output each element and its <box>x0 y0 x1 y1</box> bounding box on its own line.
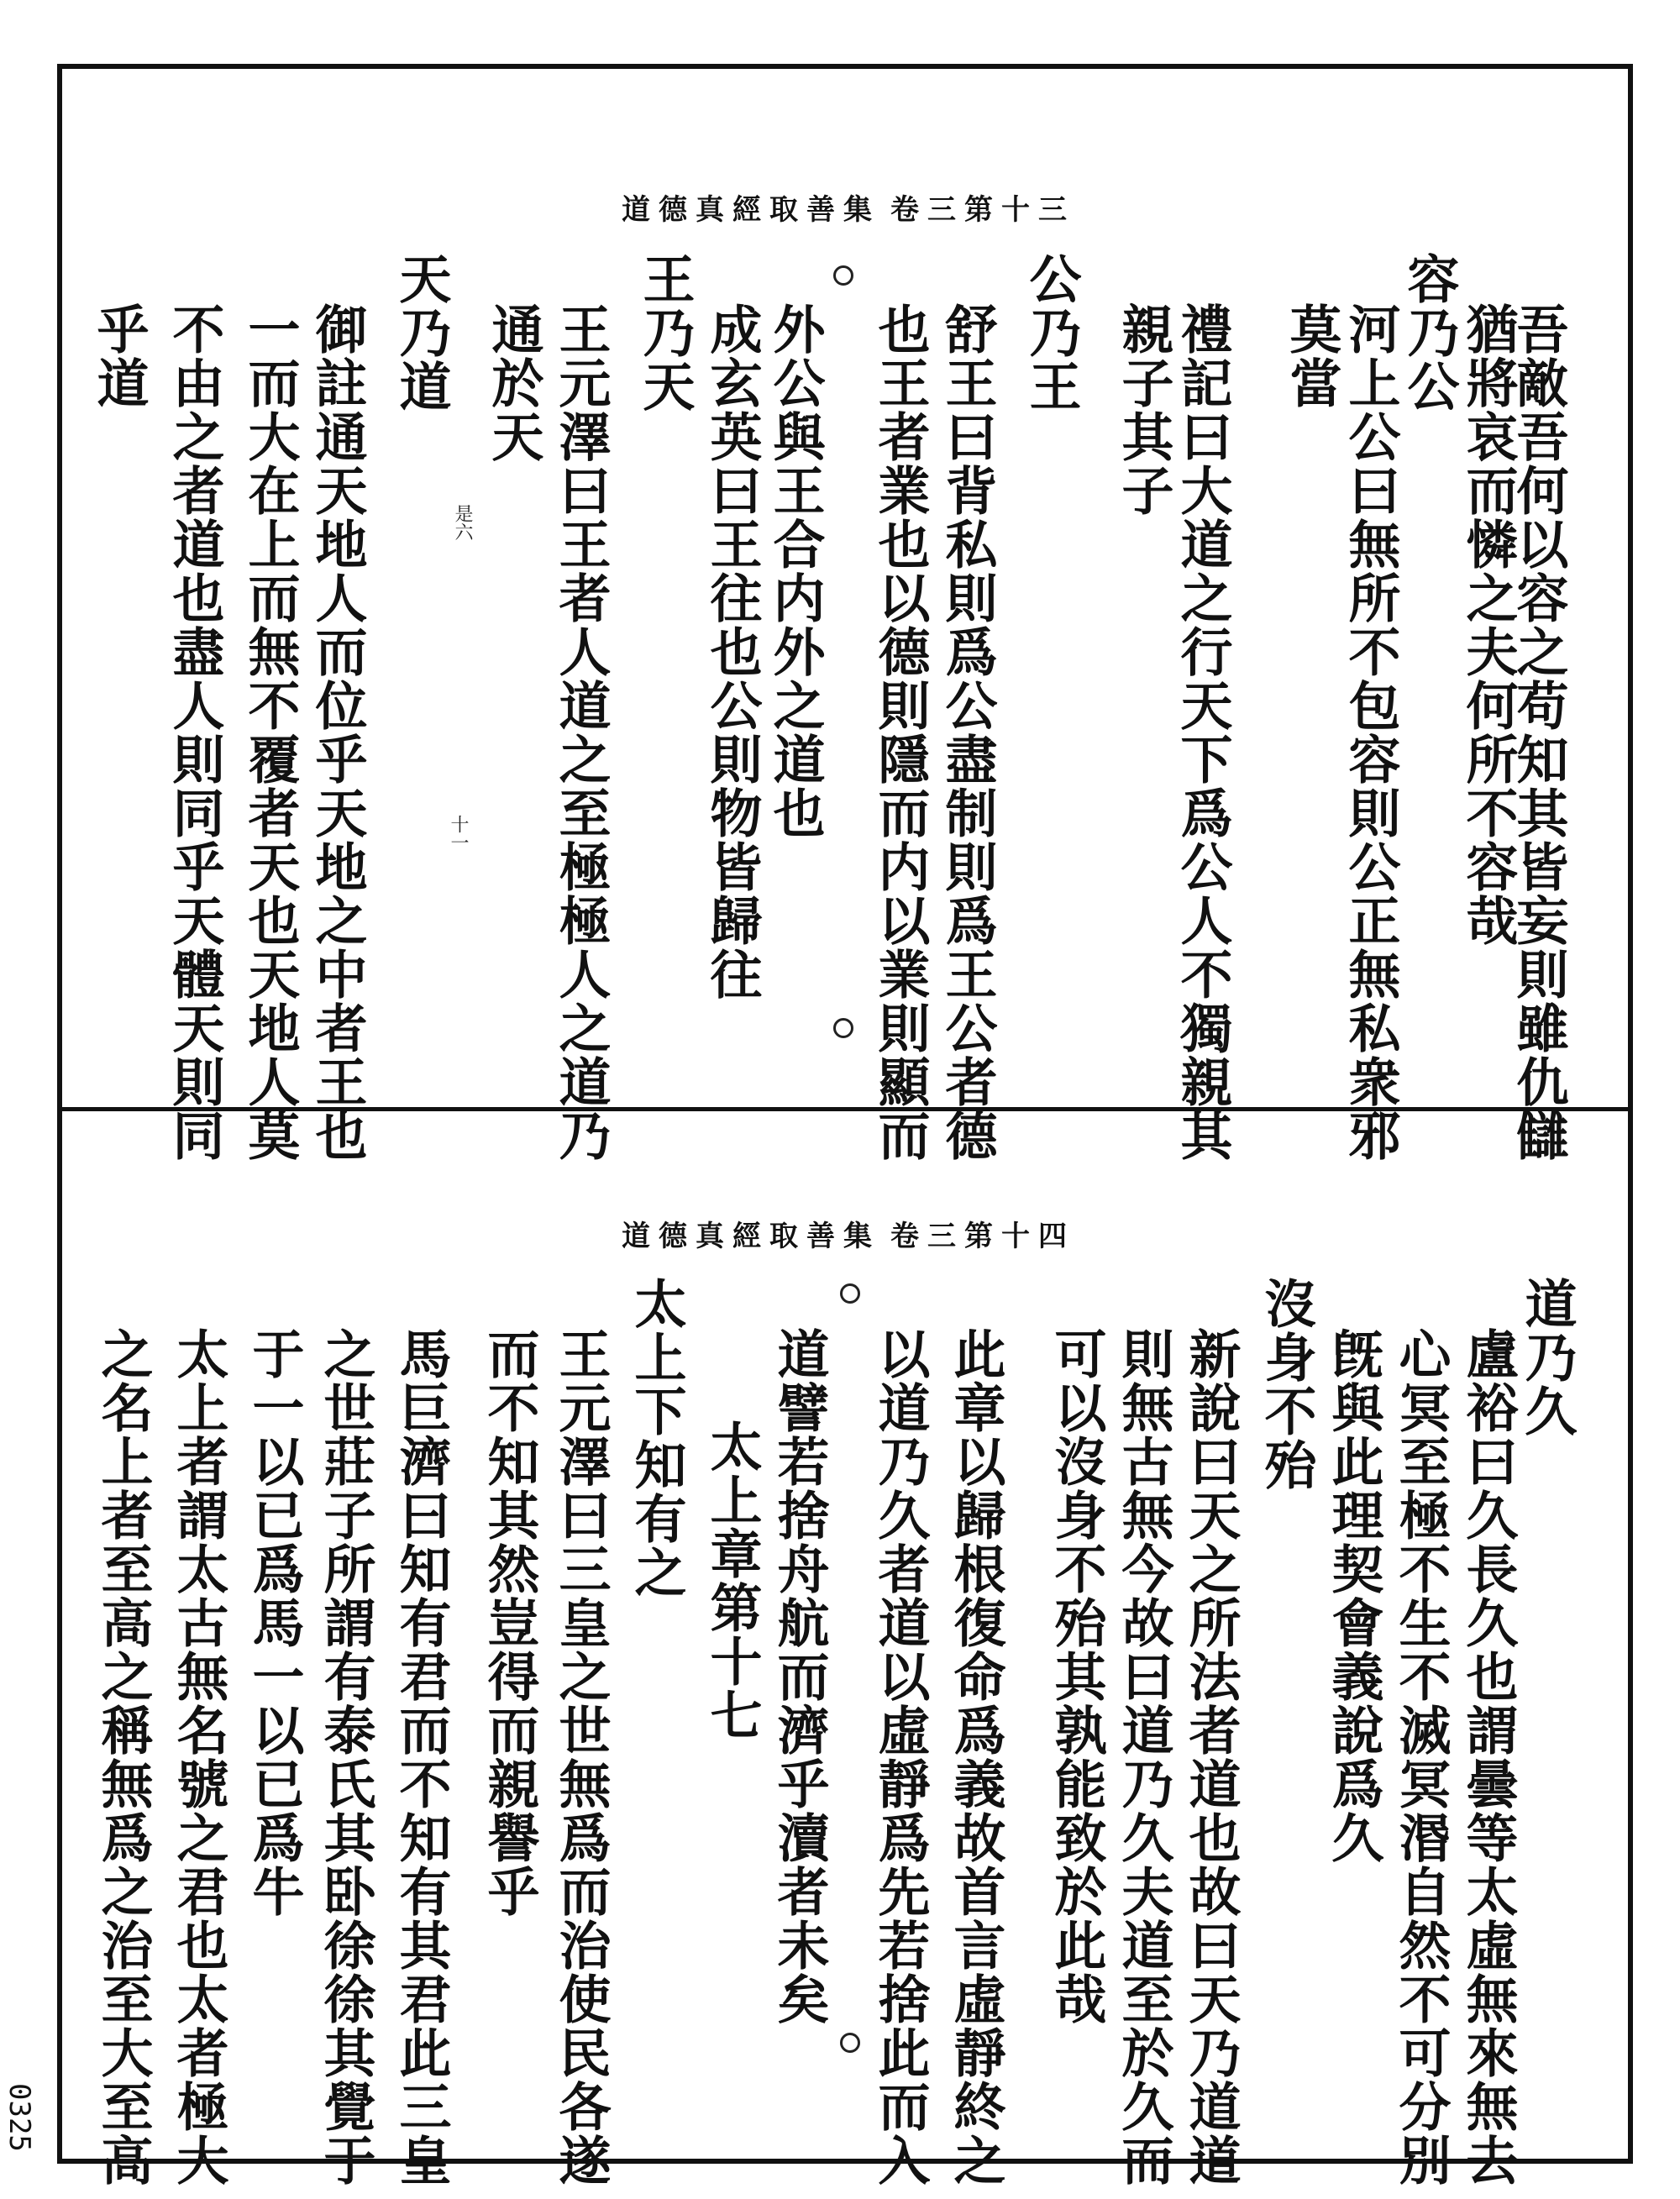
top-col-2: 猶將哀而憐之夫何所不容哉 <box>1457 302 1519 947</box>
top-col-4: 河上公曰無所不包容則公正無私衆邪 <box>1340 302 1401 1162</box>
bottom-col-1: 道乃久 <box>1516 1277 1578 1438</box>
bottom-circle-marker-upper <box>840 1283 860 1304</box>
top-header-chapter-wrap <box>890 186 1075 228</box>
top-col-15: 通於天 <box>483 302 544 464</box>
bottom-col-8: 可以沒身不殆其孰能致於此哉 <box>1046 1327 1107 2026</box>
top-side-note-1: 是六 <box>452 504 473 541</box>
bottom-col-2: 盧裕曰久長久也謂曇等太虛無來無去 <box>1457 1327 1519 2187</box>
page-number: 0325 <box>3 2083 36 2152</box>
top-col-12: 成玄英曰王往也公則物皆歸往 <box>701 302 763 1001</box>
top-col-7: 親子其子 <box>1113 302 1174 517</box>
top-col-3: 容乃公 <box>1399 252 1460 413</box>
bottom-col-20: 之名上者至高之稱無爲之治至大至高 <box>92 1327 154 2187</box>
top-col-11: 外公與王合内外之道也 <box>764 302 826 840</box>
top-col-10: 也王者業也以德則隱而内以業則顯而 <box>869 302 931 1162</box>
bottom-col-3: 心冥至極不生不滅冥湣自然不可分別 <box>1390 1327 1452 2187</box>
top-col-1: 吾敵吾何以容之苟知其皆妄則雖仇讎 <box>1508 302 1569 1162</box>
top-side-note-2: 十一 <box>448 815 469 852</box>
bottom-header <box>622 1213 880 1254</box>
bottom-col-6: 新說曰天之所法者道也故曰天乃道道 <box>1180 1327 1242 2187</box>
top-col-20: 乎道 <box>88 302 150 410</box>
bottom-header-chapter: 卷三第十四 <box>890 1220 1075 1253</box>
top-col-18: 一而大在上而無不覆者天也天地人莫 <box>239 302 301 1162</box>
top-circle-marker-lower <box>833 1018 853 1038</box>
bottom-col-15: 而不知其然豈得而親譽乎 <box>479 1327 540 1918</box>
bottom-col-13: 太上下知有之 <box>626 1277 687 1599</box>
top-col-13: 王乃天 <box>634 252 696 413</box>
top-header-title: 道德真經取善集 <box>622 193 880 227</box>
bottom-circle-marker-lower <box>840 2033 860 2053</box>
bottom-col-14: 王元澤曰三皇之世無爲而治使民各遂 <box>550 1327 612 2187</box>
top-col-8: 公乃王 <box>1021 252 1082 413</box>
bottom-col-16: 馬巨濟曰知有君而不知有其君此三皇 <box>391 1327 452 2187</box>
bottom-col-9: 此章以歸根復命爲義故首言虛靜終之 <box>945 1327 1006 2187</box>
top-col-16: 天乃道 <box>391 252 452 413</box>
bottom-col-18: 于一以已爲馬一以已爲牛 <box>244 1327 305 1918</box>
bottom-col-12: 太上章第十七 <box>701 1420 763 1742</box>
bottom-col-4: 旣與此理契會義說爲久 <box>1323 1327 1384 1865</box>
top-col-17: 御註通天地人而位乎天地之中者王也 <box>307 302 368 1162</box>
bottom-col-7: 則無古無今故曰道乃久夫道至於久而 <box>1113 1327 1174 2187</box>
bottom-col-10: 以道乃久者道以虛靜爲先若捨此而入 <box>869 1327 931 2187</box>
top-header-chapter: 卷三第十三 <box>890 193 1075 227</box>
top-header <box>622 186 880 228</box>
top-col-14: 王元澤曰王者人道之至極極人之道乃 <box>550 302 612 1162</box>
top-circle-marker-upper <box>833 265 853 286</box>
bottom-col-5: 沒身不殆 <box>1256 1277 1317 1492</box>
top-col-5: 莫當 <box>1281 302 1342 410</box>
top-col-6: 禮記曰大道之行天下爲公人不獨親其 <box>1172 302 1233 1162</box>
top-col-19: 不由之者道也盡人則同乎天體天則同 <box>164 302 225 1162</box>
bottom-col-17: 之世莊子所謂有泰氏其卧徐徐其覺于 <box>315 1327 376 2187</box>
bottom-col-11: 道譬若捨舟航而濟乎瀆者未矣 <box>769 1327 830 2026</box>
bottom-col-19: 太上者謂太古無名號之君也太者極大 <box>168 1327 229 2187</box>
top-col-9: 舒王曰背私則爲公盡制則爲王公者德 <box>937 302 998 1162</box>
bottom-header-title: 道德真經取善集 <box>622 1220 880 1253</box>
bottom-header-chapter-wrap <box>890 1213 1075 1254</box>
